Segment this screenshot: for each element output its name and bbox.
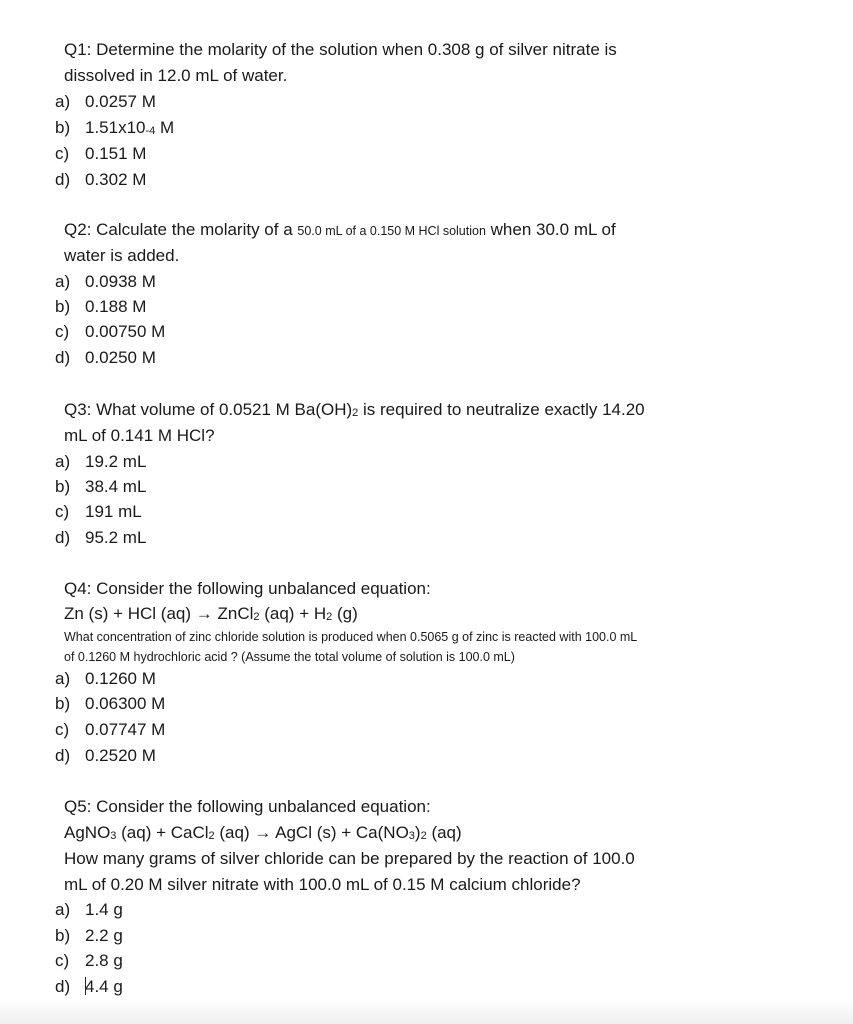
option-text: 2.2 g <box>85 926 123 945</box>
question-1-option-d[interactable] <box>55 169 146 191</box>
equation-part: (aq) + H <box>259 604 327 623</box>
option-letter: d) <box>55 170 71 189</box>
option-unit: M <box>155 118 175 137</box>
option-letter: c) <box>55 720 70 739</box>
option-text: 0.0250 M <box>85 348 156 367</box>
option-text: 1.4 g <box>85 900 123 919</box>
option-text: 0.00750 M <box>85 322 166 341</box>
question-4-option-d[interactable] <box>55 745 156 767</box>
option-text: 0.0257 M <box>85 92 156 111</box>
question-2-option-c[interactable] <box>55 321 165 343</box>
option-letter: c) <box>55 322 70 341</box>
option-text: 0.0938 M <box>85 272 156 291</box>
question-3-text-line-2: mL of 0.141 M HCl? <box>64 426 215 445</box>
option-text: 19.2 mL <box>85 452 147 471</box>
question-4-text-line-1: Q4: Consider the following unbalanced equation: <box>64 579 431 598</box>
subscript: 2 <box>253 611 260 623</box>
question-1-option-a[interactable] <box>55 91 156 113</box>
option-letter: d) <box>55 746 71 765</box>
subscript: 3 <box>110 830 117 842</box>
equation-part: (g) <box>332 604 358 623</box>
option-letter: a) <box>55 272 71 291</box>
option-exponent: -4 <box>145 125 156 137</box>
question-1-text-line-2: dissolved in 12.0 mL of water. <box>64 66 288 85</box>
question-4-equation <box>64 603 358 625</box>
question-5-text-line-3: How many grams of silver chloride can be prepared by the reaction of 100.0 <box>64 849 635 868</box>
equation-part: Zn (s) + HCl (aq) → ZnCl <box>64 604 254 623</box>
option-letter: d) <box>55 348 71 367</box>
option-letter: a) <box>55 900 71 919</box>
option-letter: c) <box>55 502 70 521</box>
question-3-text-part: is required to neutralize exactly 14.20 <box>358 400 645 419</box>
option-letter: c) <box>55 144 70 163</box>
question-5-option-d[interactable] <box>55 976 123 998</box>
question-5-text-line-4: mL of 0.20 M silver nitrate with 100.0 mL of 0.15 M calcium chloride? <box>64 875 581 894</box>
equation-part: (aq) + CaCl <box>116 823 209 842</box>
option-letter: a) <box>55 669 71 688</box>
subscript: 2 <box>326 611 333 623</box>
option-letter: b) <box>55 926 71 945</box>
option-letter: a) <box>55 92 71 111</box>
question-4-option-c[interactable] <box>55 719 165 741</box>
question-3-text-part: Q3: What volume of 0.0521 M Ba(OH) <box>64 400 353 419</box>
question-2-text-part: when 30.0 mL of <box>485 220 616 239</box>
question-4-option-b[interactable] <box>55 693 165 715</box>
question-5-option-c[interactable] <box>55 950 123 972</box>
option-letter: b) <box>55 118 71 137</box>
question-1-option-b[interactable] <box>55 117 174 139</box>
subscript: 2 <box>420 830 427 842</box>
question-4-small-line-2: of 0.1260 M hydrochloric acid ? (Assume the total volume of solution is 100.0 mL) <box>64 650 515 664</box>
option-text: 2.8 g <box>85 951 123 970</box>
option-text: 0.2520 M <box>85 746 156 765</box>
option-text: 0.07747 M <box>85 720 166 739</box>
option-letter: d) <box>55 528 71 547</box>
equation-part: ) <box>414 823 421 842</box>
option-text: 38.4 mL <box>85 477 147 496</box>
question-3-option-d[interactable] <box>55 527 146 549</box>
question-3-text-line-1 <box>64 399 645 421</box>
question-2-text-part: Q2: Calculate the molarity of a <box>64 220 298 239</box>
page-bottom-shadow <box>0 998 853 1024</box>
question-4-option-a[interactable] <box>55 668 156 690</box>
question-5-option-a[interactable] <box>55 899 123 921</box>
option-text: 0.302 M <box>85 170 147 189</box>
question-3-option-b[interactable] <box>55 476 146 498</box>
subscript: 2 <box>352 407 359 419</box>
question-2-text-line-1 <box>64 219 616 242</box>
question-5-equation <box>64 822 462 844</box>
option-text: 0.1260 M <box>85 669 156 688</box>
option-letter: b) <box>55 297 71 316</box>
equation-part: (aq) <box>426 823 462 842</box>
question-3-option-c[interactable] <box>55 501 142 523</box>
equation-part: AgNO <box>64 823 111 842</box>
option-letter: b) <box>55 477 71 496</box>
option-letter: c) <box>55 951 70 970</box>
option-text: 95.2 mL <box>85 528 147 547</box>
option-letter: b) <box>55 694 71 713</box>
equation-part: (aq) → AgCl (s) + Ca(NO <box>214 823 409 842</box>
option-text: 0.188 M <box>85 297 147 316</box>
question-2-option-a[interactable] <box>55 271 156 293</box>
option-text: 1.51x10 <box>85 118 146 137</box>
option-text: 191 mL <box>85 502 142 521</box>
question-2-option-b[interactable] <box>55 296 146 318</box>
option-text: 4.4 g <box>85 977 123 996</box>
subscript: 2 <box>208 830 215 842</box>
question-4-small-line-1: What concentration of zinc chloride solution is produced when 0.5065 g of zinc is reacted with 100.0 mL <box>64 630 638 644</box>
question-2-option-d[interactable] <box>55 347 156 369</box>
question-3-option-a[interactable] <box>55 451 146 473</box>
option-text: 0.151 M <box>85 144 147 163</box>
question-1-option-c[interactable] <box>55 143 146 165</box>
question-2-text-line-2: water is added. <box>64 246 180 265</box>
option-letter: a) <box>55 452 71 471</box>
option-letter: d) <box>55 977 71 996</box>
question-5-option-b[interactable] <box>55 925 123 947</box>
question-1-text-line-1: Q1: Determine the molarity of the solution when 0.308 g of silver nitrate is <box>64 40 617 59</box>
question-2-text-small: 50.0 mL of a 0.150 M HCl solution <box>297 224 486 238</box>
option-text: 0.06300 M <box>85 694 166 713</box>
question-5-text-line-1: Q5: Consider the following unbalanced equation: <box>64 797 431 816</box>
subscript: 3 <box>408 830 415 842</box>
